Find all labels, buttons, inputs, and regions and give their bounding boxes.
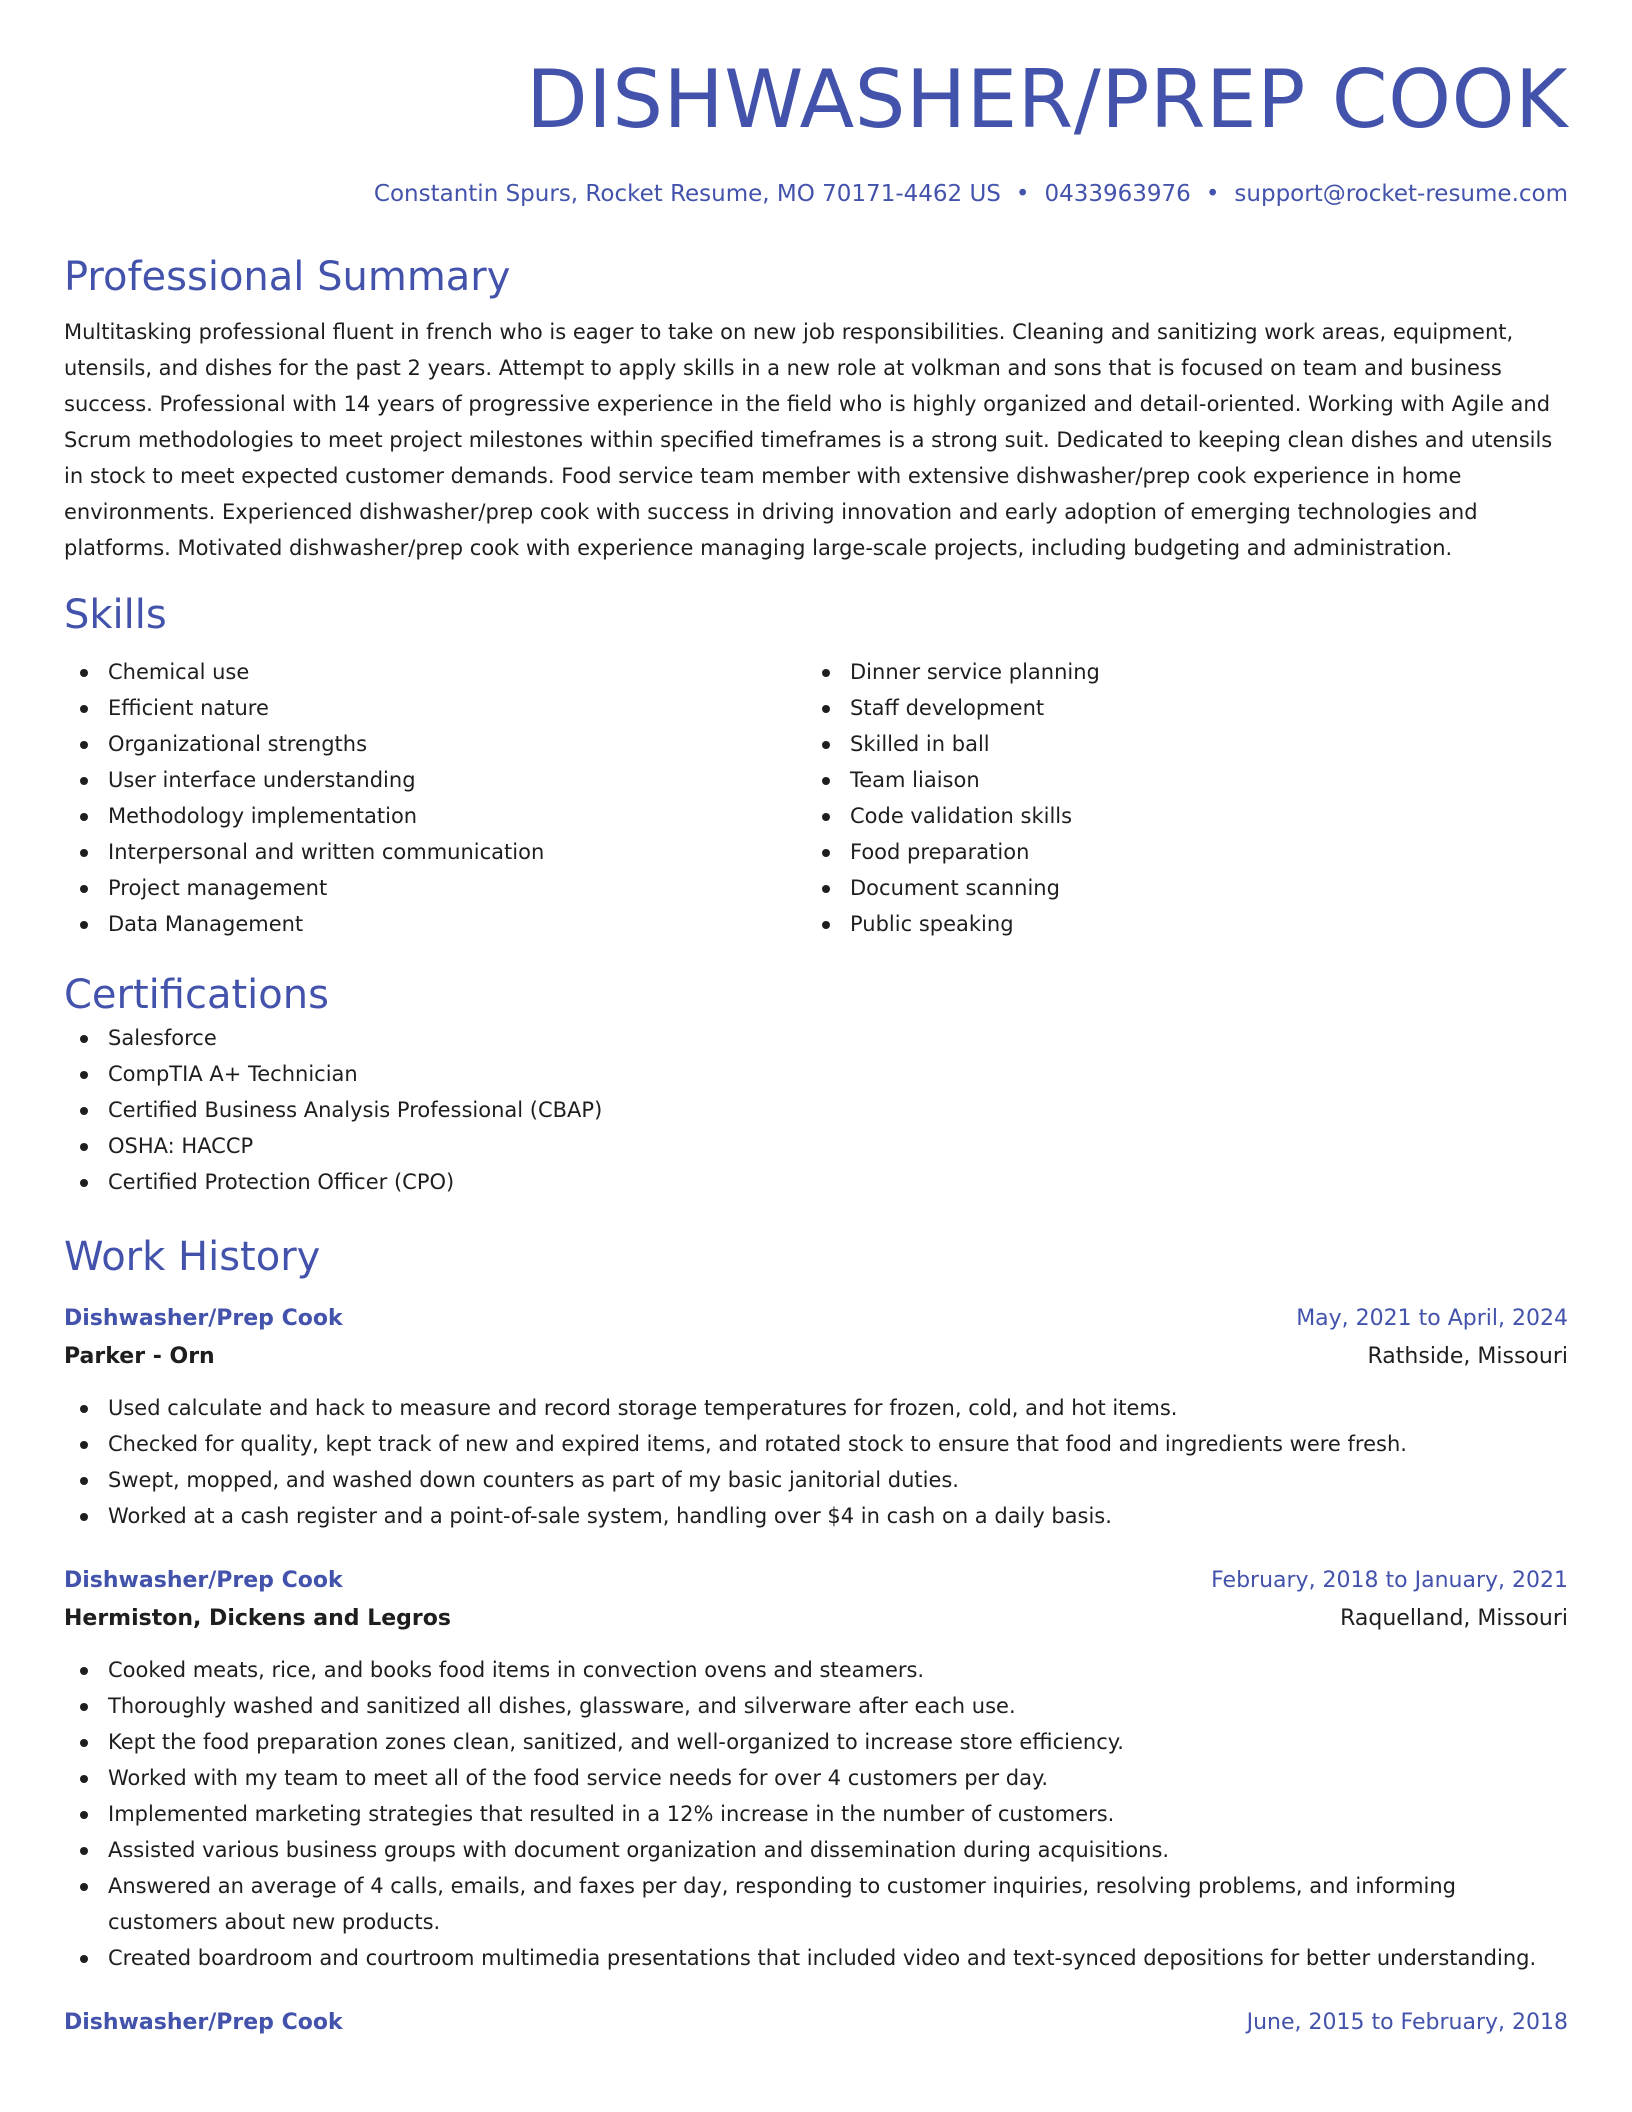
skill-item: Efficient nature (64, 690, 806, 726)
job-duties-list (64, 1390, 1568, 1534)
summary-text: Multitasking professional fluent in french who is eager to take on new job responsibilities. Cleaning and sanitizing work areas, equipment, utensils, and dishes for the past 2 years. Attempt to apply skills in a new role at volkman and sons that is focused on team and business success. Professional with 14 years of progressive experience in the field who is highly organized and detail-oriented. Working with Agile and Scrum methodologies to meet project milestones within specified timeframes is a strong suit. Dedicated to keeping clean dishes and utensils in stock to meet expected customer demands. Food service team member with extensive dishwasher/prep cook experience in home environments. Experienced dishwasher/prep cook with success in driving innovation and early adoption of emerging technologies and platforms. Motivated dishwasher/prep cook with experience managing large-scale projects, including budgeting and administration. (64, 320, 1553, 560)
job-company-row (64, 1338, 1568, 1376)
certification-item: Certified Protection Officer (CPO) (64, 1164, 1568, 1200)
skill-item: Food preparation (806, 834, 1548, 870)
job-duty-item: Worked with my team to meet all of the food service needs for over 4 customers per day. (64, 1760, 1568, 1796)
skill-item: Staff development (806, 690, 1548, 726)
skill-item: Dinner service planning (806, 654, 1548, 690)
job-title: Dishwasher/Prep Cook (64, 1306, 343, 1331)
job-duty-item: Worked at a cash register and a point-of-sale system, handling over $4 in cash on a daily basis. (64, 1498, 1568, 1534)
contact-email[interactable]: support@rocket-resume.com (1234, 181, 1568, 207)
skill-item: Skilled in ball (806, 726, 1548, 762)
skill-item: Project management (64, 870, 806, 906)
skill-item: Document scanning (806, 870, 1548, 906)
job-dates: June, 2015 to February, 2018 (1246, 2010, 1568, 2035)
skills-list-left (64, 654, 806, 942)
job-duty-item: Kept the food preparation zones clean, sanitized, and well-organized to increase store efficiency. (64, 1724, 1568, 1760)
job-title: Dishwasher/Prep Cook (64, 2010, 343, 2035)
summary-heading: Professional Summary (64, 254, 511, 300)
resume-title: DISHWASHER/PREP COOK (526, 53, 1568, 146)
job-entry (64, 1300, 1568, 1534)
skills-columns (64, 654, 1568, 942)
skill-item: Public speaking (806, 906, 1548, 942)
job-duty-item: Answered an average of 4 calls, emails, and faxes per day, responding to customer inquiries, resolving problems, and informing customers about new products. (64, 1868, 1568, 1940)
job-company: Hermiston, Dickens and Legros (64, 1606, 451, 1631)
job-duty-item: Assisted various business groups with document organization and dissemination during acquisitions. (64, 1832, 1568, 1868)
job-duty-item: Checked for quality, kept track of new and expired items, and rotated stock to ensure that food and ingredients were fresh. (64, 1426, 1568, 1462)
contact-line (64, 178, 1568, 210)
job-title-row (64, 2004, 1568, 2042)
job-company-row (64, 1600, 1568, 1638)
job-duty-item: Thoroughly washed and sanitized all dishes, glassware, and silverware after each use. (64, 1688, 1568, 1724)
job-entry (64, 1562, 1568, 1976)
resume-page (64, 48, 1568, 2042)
job-duty-item: Used calculate and hack to measure and record storage temperatures for frozen, cold, and hot items. (64, 1390, 1568, 1426)
skills-list-right (806, 654, 1548, 942)
skill-item: Organizational strengths (64, 726, 806, 762)
skill-item: Data Management (64, 906, 806, 942)
skill-item: Team liaison (806, 762, 1548, 798)
job-company: Parker - Orn (64, 1344, 215, 1369)
job-dates: February, 2018 to January, 2021 (1211, 1568, 1568, 1593)
job-location: Raquelland, Missouri (1340, 1606, 1568, 1631)
certification-item: Certified Business Analysis Professional (CBAP) (64, 1092, 1568, 1128)
job-title-row (64, 1300, 1568, 1338)
job-dates: May, 2021 to April, 2024 (1296, 1306, 1568, 1331)
job-duty-item: Cooked meats, rice, and books food items in convection ovens and steamers. (64, 1652, 1568, 1688)
skill-item: Code validation skills (806, 798, 1548, 834)
contact-phone: 0433963976 (1044, 181, 1191, 207)
certification-item: Salesforce (64, 1020, 1568, 1056)
work-history-heading: Work History (64, 1234, 321, 1280)
skill-item: Chemical use (64, 654, 806, 690)
job-duty-item: Swept, mopped, and washed down counters as part of my basic janitorial duties. (64, 1462, 1568, 1498)
certification-item: CompTIA A+ Technician (64, 1056, 1568, 1092)
job-entry (64, 2004, 1568, 2042)
job-duty-item: Implemented marketing strategies that resulted in a 12% increase in the number of customers. (64, 1796, 1568, 1832)
job-title-row (64, 1562, 1568, 1600)
certifications-list (64, 1020, 1568, 1200)
contact-address: Constantin Spurs, Rocket Resume, MO 70171-4462 US (373, 181, 1001, 207)
contact-separator: • (1015, 181, 1030, 207)
job-location: Rathside, Missouri (1367, 1344, 1568, 1369)
skill-item: Interpersonal and written communication (64, 834, 806, 870)
job-duties-list (64, 1652, 1568, 1976)
skills-heading: Skills (64, 592, 167, 638)
skill-item: Methodology implementation (64, 798, 806, 834)
job-duty-item: Created boardroom and courtroom multimedia presentations that included video and text-synced depositions for better understanding. (64, 1940, 1568, 1976)
job-title: Dishwasher/Prep Cook (64, 1568, 343, 1593)
certification-item: OSHA: HACCP (64, 1128, 1568, 1164)
skill-item: User interface understanding (64, 762, 806, 798)
certifications-heading: Certifications (64, 972, 329, 1018)
contact-separator: • (1205, 181, 1220, 207)
